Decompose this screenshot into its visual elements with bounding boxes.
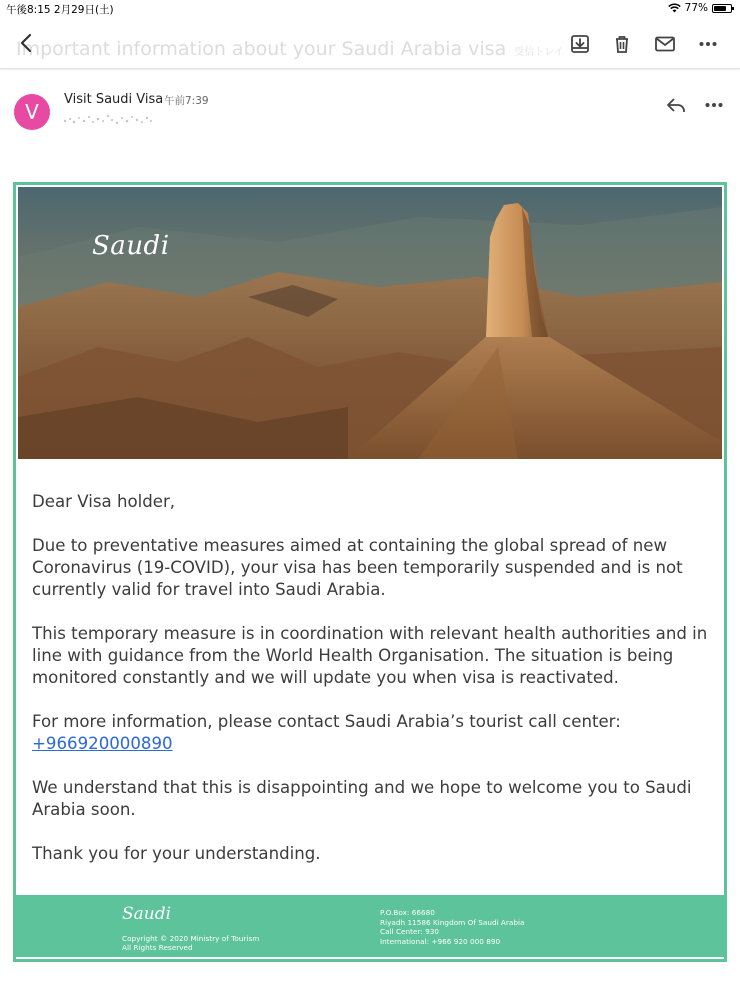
avatar[interactable]: V [14,94,50,130]
recipient-redacted [62,112,154,126]
paragraph-contact [32,711,722,755]
back-button[interactable] [14,30,40,56]
message-header [0,86,740,146]
desert-landscape-image [18,187,722,459]
address-line: Riyadh 11586 Kingdom Of Saudi Arabia [380,917,525,927]
more-icon [702,94,726,116]
address-line: Call Center: 930 [380,927,440,936]
delete-button[interactable] [610,32,634,56]
status-time-date: 午後8:15 2月29日(土) [6,4,114,16]
more-icon [696,32,720,56]
closing: Thank you for your understanding. [32,844,321,863]
address-line: International: +966 920 000 890 [380,936,501,946]
email-text [32,491,722,887]
email-body [13,182,727,962]
contact-text: For more information, please contact Saudi Arabia’s tourist call center: [32,712,621,731]
archive-icon [568,32,592,56]
rights-line: All Rights Reserved [122,942,193,952]
status-bar [0,0,740,18]
more-options-button[interactable] [696,32,720,56]
message-time: 午前7:39 [164,95,209,107]
reply-icon [664,94,688,116]
status-indicators [668,2,732,14]
battery-percent: 77% [684,2,708,14]
label-tag: 受信トレイ [514,47,564,58]
saudi-logo: Saudi [92,231,170,261]
address-line: P.O.Box: 66680 [380,908,435,917]
battery-icon [712,4,732,13]
hero-image [18,187,722,459]
reply-button[interactable] [664,94,688,116]
sender-name[interactable]: Visit Saudi Visa [64,92,164,107]
phone-link[interactable]: +966920000890 [32,734,173,753]
footer-copyright [122,935,259,952]
footer-saudi-logo: Saudi [122,904,172,924]
footer-address [380,908,525,946]
archive-button[interactable] [568,32,592,56]
wifi-icon [668,3,681,13]
mark-unread-button[interactable] [653,32,677,56]
greeting: Dear Visa holder, [32,492,176,511]
trash-icon [610,32,634,56]
footer-divider [16,957,724,959]
paragraph-suspension: Due to preventative measures aimed at containing the global spread of new Coronavirus (19-COVID), your visa has been temporarily suspended and is not currently valid for travel into Saudi Arabia. [32,536,683,599]
copyright-line: Copyright © 2020 Ministry of Tourism [122,934,260,943]
mail-toolbar [0,20,740,69]
mail-icon [653,32,677,56]
email-footer [16,895,724,959]
subject-text: Important information about your Saudi Arabia visa [16,38,507,60]
back-icon [14,30,40,56]
paragraph-apology: We understand that this is disappointing and we hope to welcome you to Saudi Arabia soon. [32,778,692,819]
message-more-button[interactable] [702,94,726,116]
paragraph-coordination: This temporary measure is in coordination with relevant health authorities and in line with guidance from the World Health Organisation. The situation is being monitored constantly and we will update you when visa is reactivated. [32,624,708,687]
subject-header [16,38,564,60]
